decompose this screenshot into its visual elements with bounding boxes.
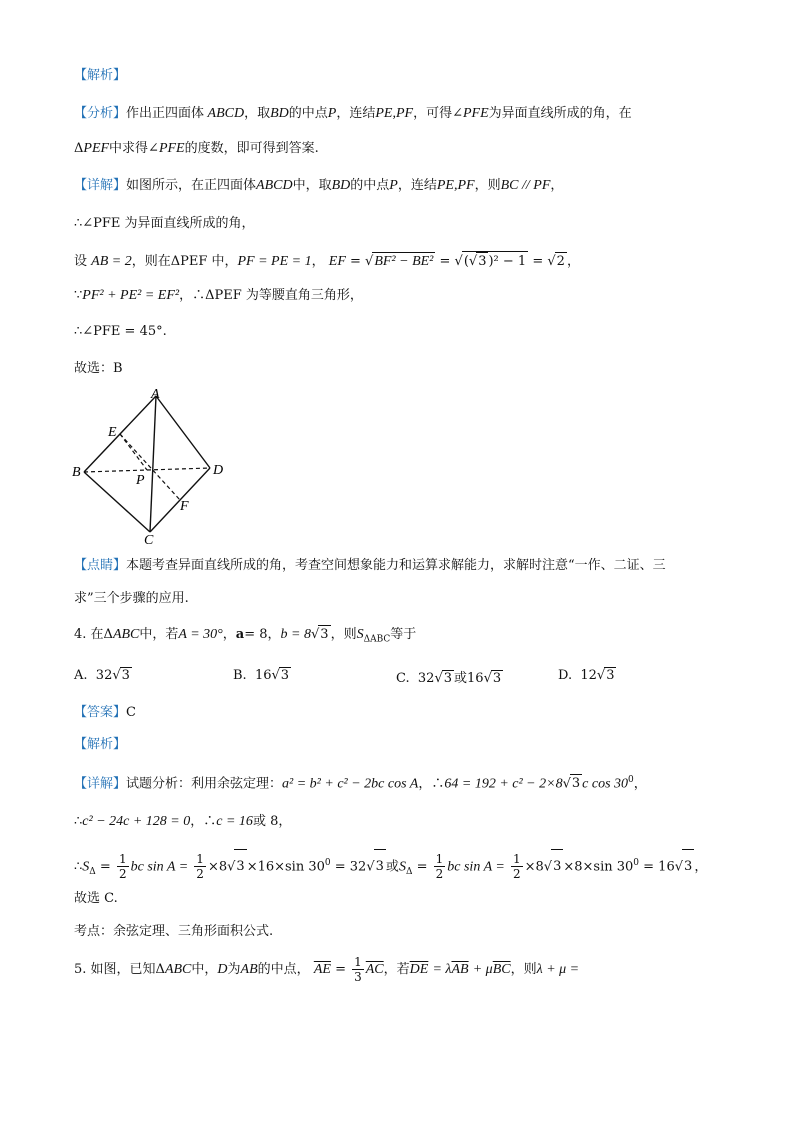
q4-option-a: A. 32√3 <box>74 668 130 683</box>
edge-AD <box>156 396 210 468</box>
xiangjie-line-4: ∵PF² + PE² = EF²，∴ΔPEF 为等腰直角三角形， <box>74 288 363 303</box>
xiangjie-line-1: 【详解】如图所示，在正四面体ABCD中，取BD的中点P，连结PE,PF，则BC // PF， <box>74 178 564 193</box>
q4-answer-line: 故选 C. <box>74 891 118 906</box>
segment-EF <box>120 434 180 500</box>
q4-detail-line-3: $\therefore S_\Delta$ = $\frac{1}{2}$ bc sin A = $\frac{1}{2}$ ×8√3 ×16×sin $30^0 = 32√3$ 或$S_\Delta$ = $\frac{1}{2}$ bc sin A = $\frac{1}{2}$ ×8√3 ×8×sin $30^0 = 16√3$ ， <box>74 846 707 889</box>
q4-option-d: D. 12√3 <box>558 668 615 683</box>
analysis-header: 【解析】 <box>74 68 127 83</box>
tetrahedron-figure <box>70 386 240 546</box>
answer-q3: 故选：B <box>74 361 123 376</box>
edge-AC <box>150 396 156 532</box>
dianjing-line-2: 求”三个步骤的应用. <box>74 591 189 606</box>
label-A: A <box>151 387 160 402</box>
label-D: D <box>213 463 224 478</box>
xiangjie-line-3: 设 AB = 2，则在ΔPEF 中，PF = PE = 1， EF = √BF² − BE² = √(√3 )² − 1 = √2 ， <box>74 251 580 271</box>
label-E: E <box>108 425 117 440</box>
q4-kaodian: 考点：余弦定理、三角形面积公式. <box>74 924 274 939</box>
q4-stem: 4. 在ΔABC中，若A = 30°，a= 8，b = 8√3 ，则$S_{\Delta ABC}$等于 <box>74 627 417 645</box>
q4-analysis-header: 【解析】 <box>74 737 127 752</box>
segment-EP <box>120 434 147 470</box>
q4-detail-line-1: 【详解】试题分析：利用余弦定理：a² = b² + c² − 2bc cos A，∴64 = 192 + c² − 2×8√3 c $\cos 30^0$， <box>74 775 647 792</box>
xiangjie-line-5: ∴∠PFE = 45°. <box>74 324 167 339</box>
label-P: P <box>136 473 145 488</box>
q4-detail-line-2: ∴c² − 24c + 128 = 0，∴c = 16或 8， <box>74 814 292 829</box>
q4-answer: 【答案】C <box>74 705 136 720</box>
fenxi-line-1: 【分析】作出正四面体 ABCD，取BD的中点P，连结PE,PF，可得∠PFE为异面直线所成的角，在 <box>74 106 632 121</box>
fenxi-line-2: ΔPEF中求得∠PFE的度数，即可得到答案. <box>74 141 319 156</box>
label-B: B <box>72 465 81 480</box>
label-C: C <box>144 533 154 546</box>
xiangjie-line-2: ∴∠PFE 为异面直线所成的角， <box>74 216 255 231</box>
label-F: F <box>180 499 189 514</box>
q4-option-c: C. 32√3 或16√3 <box>396 671 502 686</box>
q5-stem: 5. 如图，已知ΔABC中，D为AB的中点， $\overline{AE}$ = $\frac{1}{3}$ $\overline{AC}$，若$\overline{DE} = \lambda\overline{AB} + \mu\overline{BC}$，则λ + μ = <box>74 955 580 984</box>
q4-option-b: B. 16√3 <box>233 668 290 683</box>
dianjing-line-1: 【点睛】本题考查异面直线所成的角，考查空间想象能力和运算求解能力，求解时注意“一作、二证、三 <box>74 558 666 573</box>
